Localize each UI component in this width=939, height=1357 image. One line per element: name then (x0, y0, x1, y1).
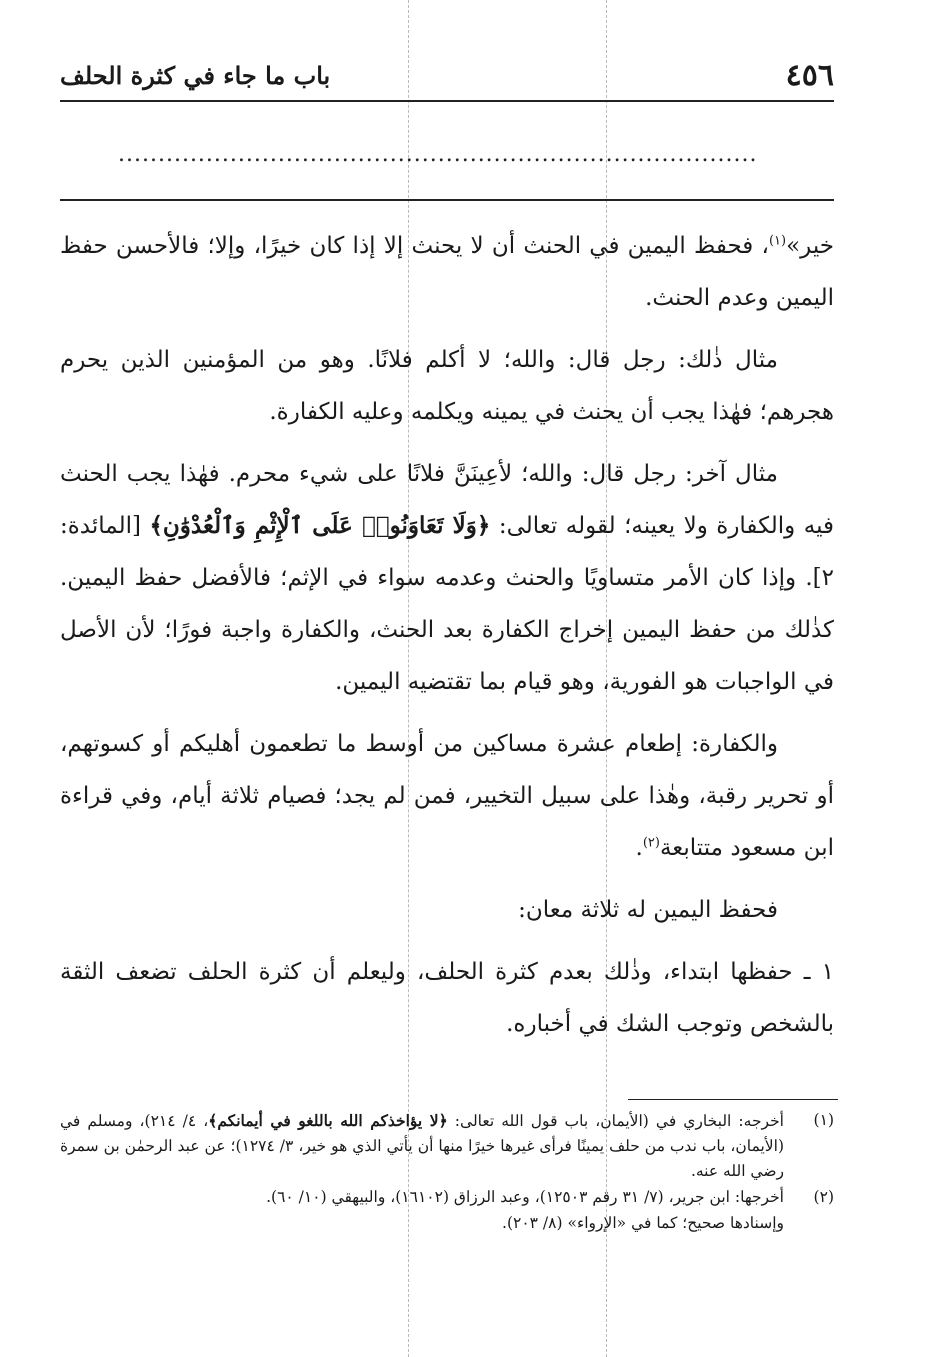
paragraph-2: مثال ذٰلك: رجل قال: والله؛ لا أكلم فلانًا. وهو من المؤمنين الذين يحرم هجرهم؛ فهٰذا يجب أن يحنث في يمينه ويكلمه وعليه الكفارة. (60, 347, 834, 425)
header-rule (60, 199, 834, 201)
footnote-2 (60, 1185, 834, 1210)
paragraph-4-start: والكفارة: إطعام عشرة مساكين من أوسط ما تطعمون أهليكم أو كسوتهم، أو تحرير رقبة، وهٰذا على سبيل التخيير، فمن لم يجد؛ فصيام ثلاثة أيام، وفي قراءة ابن مسعود متتابعة (60, 731, 834, 861)
footnote-text (60, 1108, 784, 1184)
footnote-number: (٢) (813, 1188, 834, 1206)
paragraph-3-start: مثال آخر: رجل قال: والله؛ لأعِينَنَّ فلانًا على شيء محرم. فهٰذا يجب الحنث فيه والكفارة ولا يعينه؛ لقوله تعالى: (60, 461, 835, 539)
main-text (60, 220, 834, 1060)
paragraph-1 (60, 220, 834, 324)
footnote-1-rest: ، ٤/ ٢١٤)، ومسلم في (الأيمان، باب ندب من حلف يمينًا فرأى غيرها خيرًا منها أن يأتي الذي هو خير، ٣/ ١٢٧٤)؛ عن عبد الرحمٰن بن سمرة رضي الله عنه. (60, 1112, 784, 1180)
footnote-1-verse: ﴿لا يؤاخذكم الله باللغو في أيمانكم﴾ (208, 1111, 448, 1130)
paragraph-4-end: . (635, 835, 643, 861)
paragraph-1-start: خير» (786, 233, 834, 259)
footnote-1-start: أخرجه: البخاري في (الأيمان، باب قول الله تعالى: (454, 1112, 784, 1130)
quran-verse: ﴿وَلَا تَعَاوَنُوا۟ عَلَى ٱلْإِثْمِ وَٱلْعُدْوَٰنِ﴾ (149, 512, 491, 539)
footnote-ref-1: (١) (768, 233, 787, 249)
footnote-rule (628, 1099, 838, 1100)
footnote-number: (١) (813, 1111, 834, 1129)
dotted-separator: ................................................................................ (118, 142, 758, 167)
paragraph-3-rest: [المائدة: ٢]. وإذا كان الأمر متساويًا والحنث وعدمه سواء في الإثم؛ فالأفضل حفظ اليمين. كذٰلك من حفظ اليمين إخراج الكفارة بعد الحنث، والكفارة واجبة فورًا؛ لأن الأصل في الواجبات هو الفورية، وهو قيام بما تقتضيه اليمين. (60, 513, 834, 695)
chapter-title: باب ما جاء في كثرة الحلف (60, 60, 331, 90)
footnote-2-continuation: وإسنادها صحيح؛ كما في «الإرواء» (٨/ ٢٠٣). (502, 1214, 784, 1232)
footnote-text: أخرجها: ابن جرير، (٧/ ٣١ رقم ١٢٥٠٣)، وعبد الرزاق (١٦١٠٢)، والبيهقي (١٠/ ٦٠). (266, 1188, 784, 1206)
paragraph-4 (60, 718, 834, 874)
footnote-1 (60, 1108, 834, 1184)
paragraph-6: ١ ـ حفظها ابتداء، وذٰلك بعدم كثرة الحلف، وليعلم أن كثرة الحلف تضعف الثقة بالشخص وتوجب الشك في أخباره. (60, 959, 834, 1037)
paragraph-3 (60, 448, 834, 708)
footnote-ref-2: (٢) (642, 835, 660, 851)
paragraph-5: فحفظ اليمين له ثلاثة معان: (518, 897, 778, 923)
page-header (60, 50, 834, 102)
footnotes (60, 1108, 834, 1236)
page-number: ٤٥٦ (785, 57, 834, 93)
paragraph-1-rest: ، فحفظ اليمين في الحنث أن لا يحنث إلا إذا كان خيرًا، وإلا؛ فالأحسن حفظ اليمين وعدم الحنث. (60, 233, 834, 311)
